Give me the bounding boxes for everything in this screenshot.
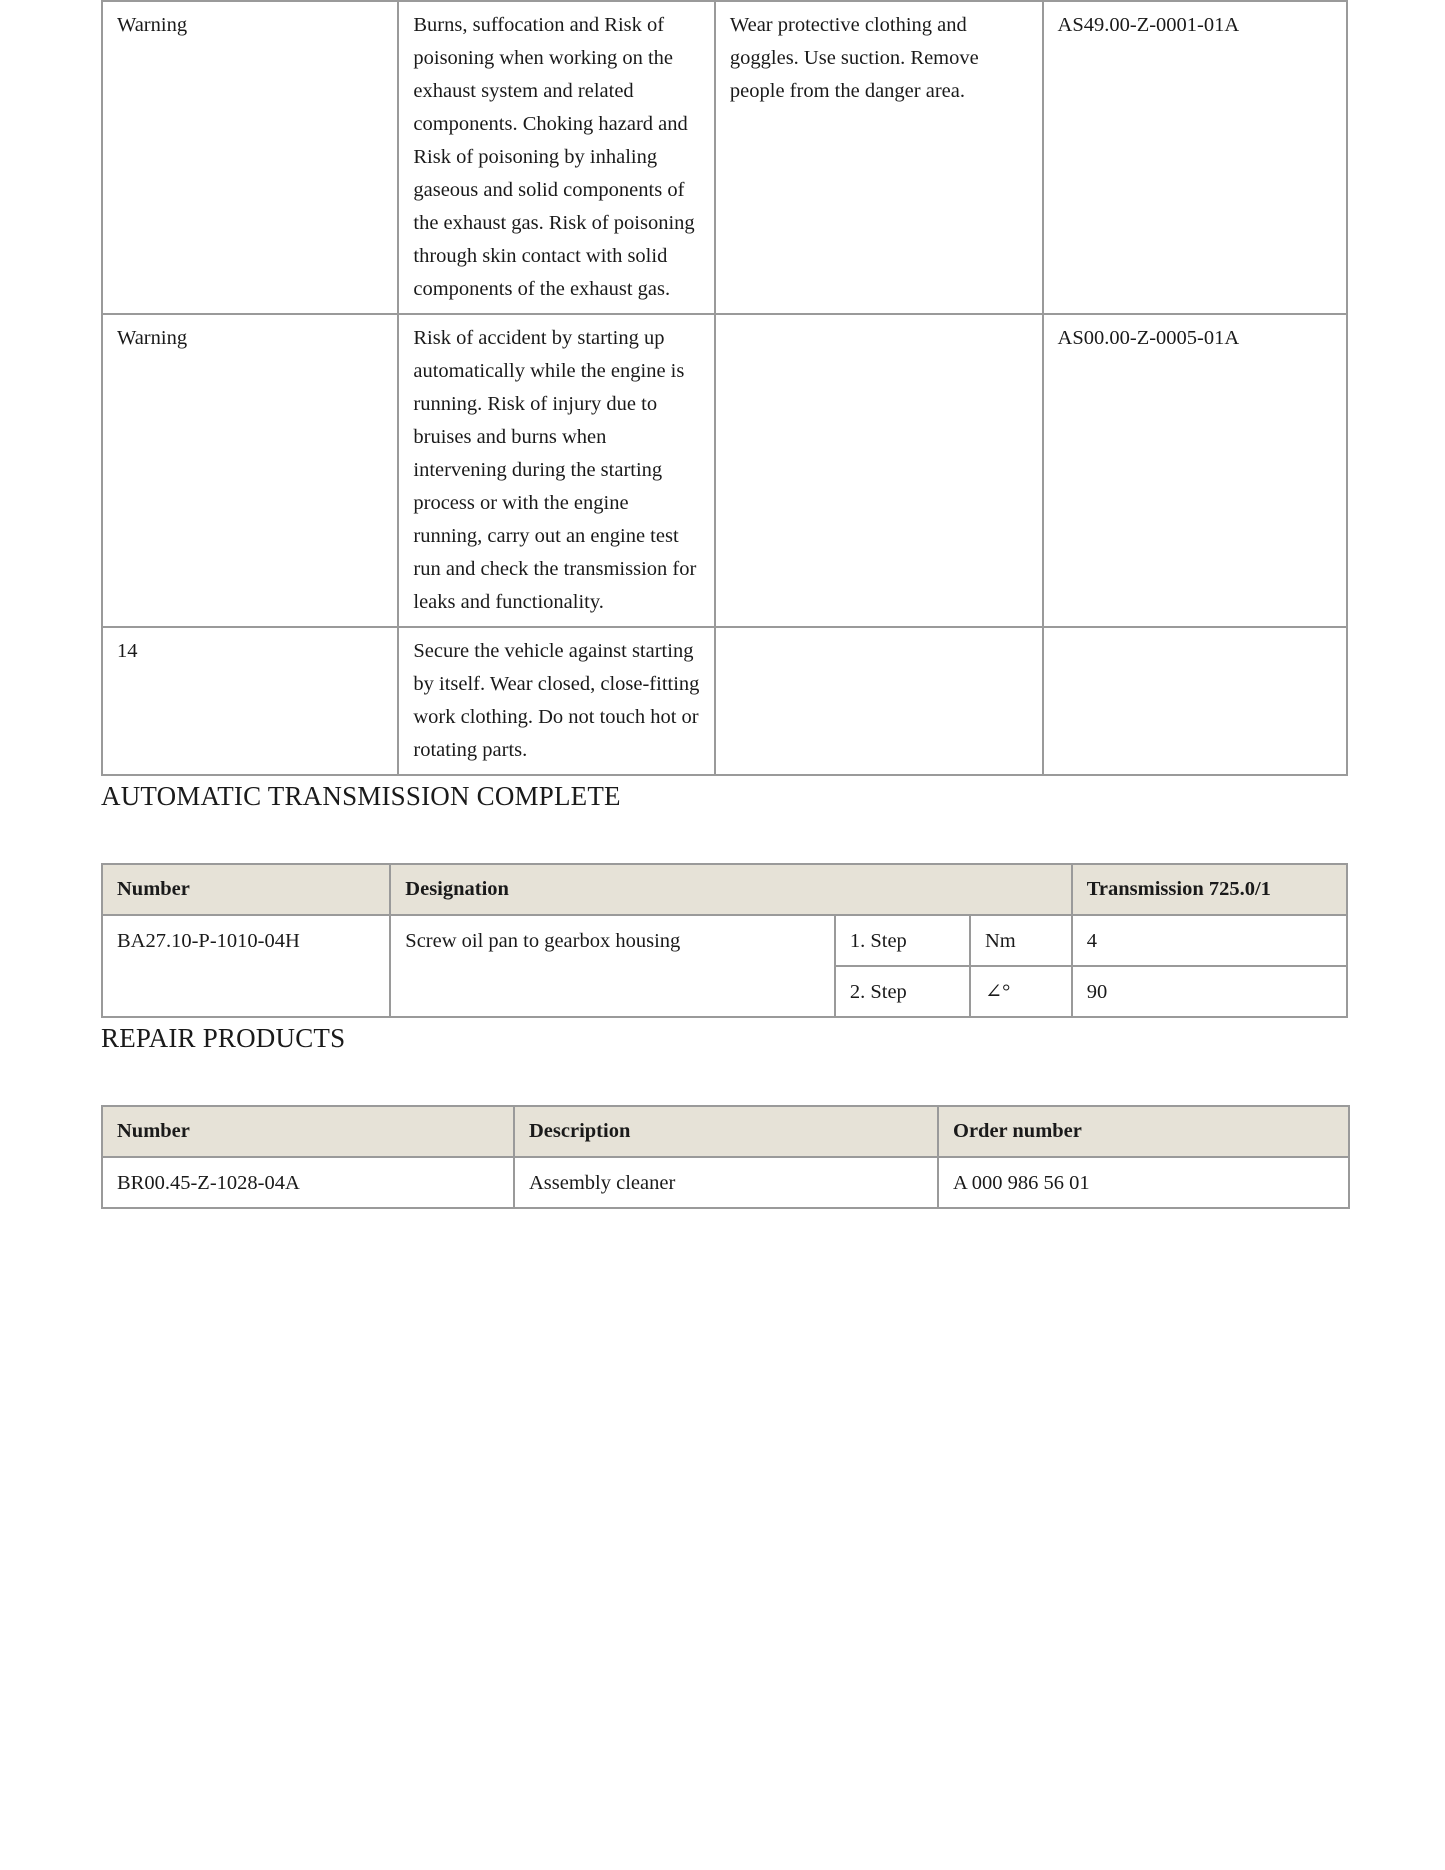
column-header-order-number: Order number — [938, 1106, 1349, 1157]
protective-measure: Wear protective clothing and goggles. Use suction. Remove people from the danger area. — [715, 1, 1043, 314]
table-header-row — [102, 1106, 1349, 1157]
note-type: Warning — [102, 314, 398, 627]
document-code[interactable]: AS49.00-Z-0001-01A — [1043, 1, 1347, 314]
table-row — [102, 1, 1347, 314]
column-header-number: Number — [102, 1106, 514, 1157]
torque-spec-designation: Screw oil pan to gearbox housing — [390, 915, 835, 1017]
repair-product-order-number: A 000 986 56 01 — [938, 1157, 1349, 1208]
repair-products-table — [101, 1105, 1350, 1209]
table-row — [102, 1157, 1349, 1208]
column-header-number: Number — [102, 864, 390, 915]
safety-notes-table — [101, 0, 1348, 776]
hazard-text: Burns, suffocation and Risk of poisoning when working on the exhaust system and related components. Choking hazard and Risk of poisoning by inhaling gaseous and solid components of the exhaust gas. Risk of poisoning through skin contact with solid components of the exhaust gas. — [398, 1, 715, 314]
column-header-transmission: Transmission 725.0/1 — [1072, 864, 1347, 915]
table-header-row — [102, 864, 1347, 915]
column-header-description: Description — [514, 1106, 938, 1157]
torque-spec-number[interactable]: BA27.10-P-1010-04H — [102, 915, 390, 1017]
table-row — [102, 627, 1347, 775]
repair-product-description: Assembly cleaner — [514, 1157, 938, 1208]
document-code[interactable]: AS00.00-Z-0005-01A — [1043, 314, 1347, 627]
section-title-transmission: AUTOMATIC TRANSMISSION COMPLETE — [101, 781, 621, 811]
column-header-designation: Designation — [390, 864, 1071, 915]
note-type: Warning — [102, 1, 398, 314]
repair-product-number[interactable]: BR00.45-Z-1028-04A — [102, 1157, 514, 1208]
table-row — [102, 314, 1347, 627]
hazard-text: Risk of accident by starting up automatically while the engine is running. Risk of injury due to bruises and burns when intervening during the starting process or with the engine running, carry out an engine test run and check the transmission for leaks and functionality. — [398, 314, 715, 627]
section-spacer — [101, 1055, 1348, 1105]
step-label: 2. Step — [835, 966, 970, 1017]
step-value: 4 — [1072, 915, 1347, 966]
section-title-repair-products: REPAIR PRODUCTS — [101, 1023, 346, 1053]
protective-measure — [715, 314, 1043, 627]
step-unit: ∠° — [970, 966, 1072, 1017]
document-page — [101, 0, 1348, 1209]
protective-measure — [715, 627, 1043, 775]
note-type: 14 — [102, 627, 398, 775]
tightening-torque-table — [101, 863, 1348, 1018]
step-unit: Nm — [970, 915, 1072, 966]
step-value: 90 — [1072, 966, 1347, 1017]
table-row — [102, 915, 1347, 966]
hazard-text: Secure the vehicle against starting by itself. Wear closed, close-fitting work clothing. Do not touch hot or rotating parts. — [398, 627, 715, 775]
step-label: 1. Step — [835, 915, 970, 966]
document-code — [1043, 627, 1347, 775]
section-spacer — [101, 813, 1348, 863]
